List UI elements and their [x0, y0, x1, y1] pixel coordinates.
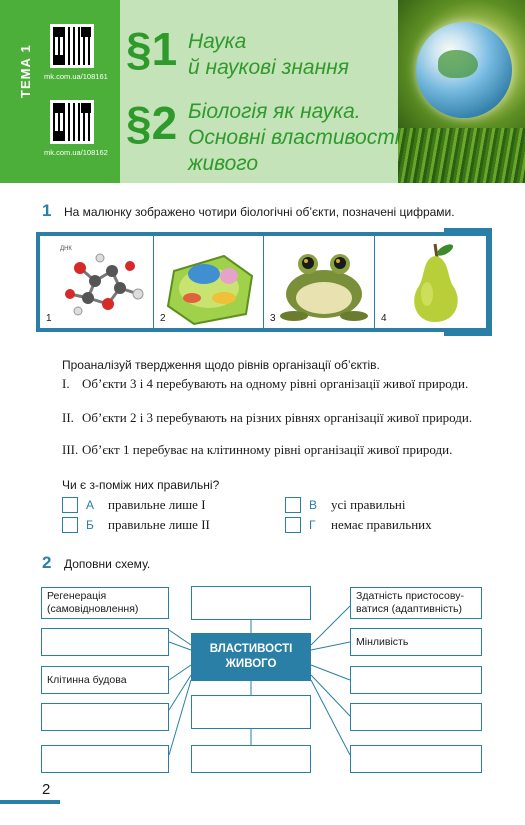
scheme-left-box-4[interactable] — [41, 703, 169, 731]
option-b-text: правильне лише II — [108, 517, 210, 532]
statement-2-roman: II. — [62, 410, 74, 425]
qr-url-2[interactable]: mk.com.ua/108162 — [44, 148, 108, 157]
topic-label: ТЕМА 1 — [18, 44, 33, 98]
scheme-right-box-5[interactable] — [350, 745, 482, 773]
task1-prompt: На малюнку зображено чотири біологічні об’єкти, позначені цифрами. — [64, 205, 455, 219]
image-number-2: 2 — [160, 313, 166, 324]
scheme-bottom-box-2[interactable] — [191, 745, 311, 773]
scheme-right-box-1: Здатність пристосову-ватися (адаптивність) — [350, 587, 482, 619]
dna-caption: ДНК — [60, 246, 72, 252]
scheme-left-box-1: Регенерація (самовідновлення) — [41, 587, 169, 619]
scheme-right-box-2: Мінливість — [350, 628, 482, 656]
task1-number: 1 — [42, 201, 52, 220]
section2-title-line3: живого — [188, 152, 259, 175]
option-g-letter: Г — [309, 518, 316, 532]
section1-title-line2: й наукові знання — [188, 56, 349, 79]
task2-prompt: Доповни схему. — [64, 557, 151, 571]
scheme-center-line1: ВЛАСТИВОСТІ — [209, 643, 293, 655]
image-number-1: 1 — [46, 313, 52, 324]
section1-title-line1: Наука — [188, 30, 247, 53]
option-b-letter: Б — [86, 518, 94, 532]
statement-3-text: Об’єкт 1 перебуває на клітинному рівні організації живої природи. — [82, 442, 453, 457]
scheme-center — [191, 633, 311, 681]
statement-3-roman: III. — [62, 442, 79, 457]
statement-2-text: Об’єкти 2 і 3 перебувають на різних рівнях організації живої природи. — [82, 410, 473, 425]
scheme-bottom-box[interactable] — [191, 695, 311, 729]
image-number-3: 3 — [270, 313, 276, 324]
scheme-right-box-3[interactable] — [350, 666, 482, 694]
option-g-text: немає правильних — [331, 517, 432, 532]
scheme-left-box-5[interactable] — [41, 745, 169, 773]
page-bar — [0, 800, 60, 804]
task2-number: 2 — [42, 553, 52, 572]
option-a-letter: А — [86, 498, 95, 512]
scheme-center-line2: ЖИВОГО — [225, 658, 277, 670]
page-number: 2 — [42, 781, 51, 798]
statement-1-text: Об’єкти 3 і 4 перебувають на одному рівні організації живої природи. — [82, 376, 469, 391]
scheme-top-box[interactable] — [191, 586, 311, 620]
section2-title-line1: Біологія як наука. — [188, 100, 361, 123]
image-number-4: 4 — [381, 313, 387, 324]
option-v-letter: В — [309, 498, 318, 512]
section2-number: §2 — [126, 97, 178, 149]
option-v-text: усі правильні — [331, 497, 406, 512]
section2-title-line2: Основні властивості — [188, 126, 400, 149]
scheme-left-box-3: Клітинна будова — [41, 666, 169, 694]
qr-url-1[interactable]: mk.com.ua/108161 — [44, 72, 108, 81]
section1-number: §1 — [126, 23, 178, 75]
scheme-right-box-4[interactable] — [350, 703, 482, 731]
statement-1-roman: I. — [62, 376, 70, 391]
analyze-instruction: Проаналізуй твердження щодо рівнів організації об’єктів. — [62, 358, 380, 372]
scheme-left-box-2[interactable] — [41, 628, 169, 656]
option-a-text: правильне лише I — [108, 497, 206, 512]
question: Чи є з-поміж них правильні? — [62, 478, 220, 492]
